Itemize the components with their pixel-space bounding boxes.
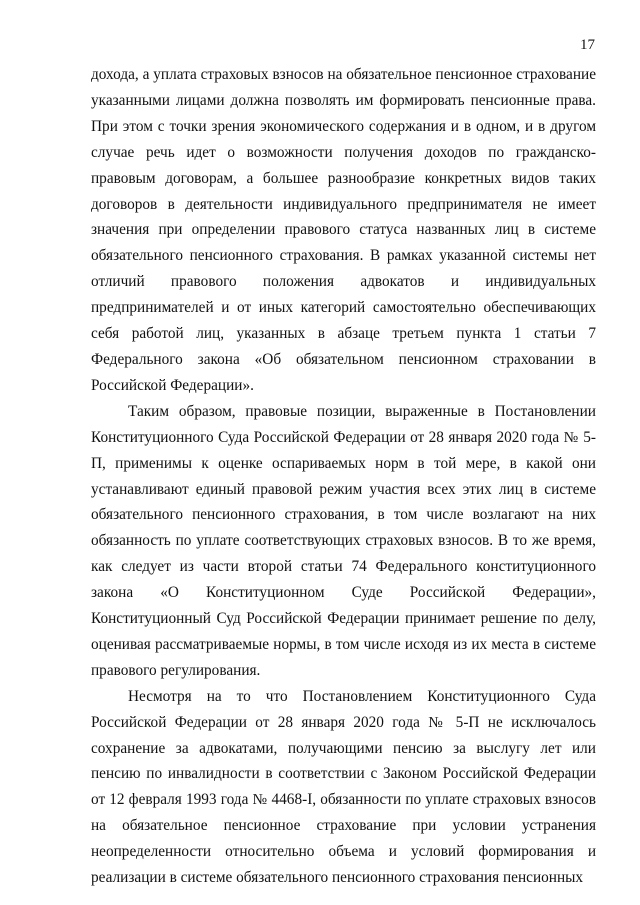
paragraph-legal-positions: Таким образом, правовые позиции, выраженные в Постановлении Конституционного Суда Российской Федерации от 28 января 2020 года № 5-П, применимы к оценке оспариваемых норм в той мере, в какой они устанавливают единый правовой режим участия всех этих лиц в системе обязательного пенсионного страхования, в том числе возлагают на них обязанность по уплате соответствующих страховых взносов. В то же время, как следует из части второй статьи 74 Федерального конституционного закона «О Конституционном Суде Российской Федерации», Конституционный Суд Российской Федерации принимает решение по делу, оценивая рассматриваемые нормы, в том числе исходя из их места в системе правового регулирования. [91,402,596,679]
document-body [91,62,596,891]
paragraph-despite: Несмотря на то что Постановлением Конституционного Суда Российской Федерации от 28 января 2020 года № 5-П не исключалось сохранение за адвокатами, получающими пенсию за выслугу лет или пенсию по инвалидности в соответствии с Законом Российской Федерации от 12 февраля 1993 года № 4468-I, обязанности по уплате страховых взносов на обязательное пенсионное страхование при условии устранения неопределенности относительно объема и условий формирования и реализации в системе обязательного пенсионного страхования пенсионных [91,687,596,887]
paragraph-continuation: дохода, а уплата страховых взносов на обязательное пенсионное страхование указанными лицами должна позволять им формировать пенсионные права. При этом с точки зрения экономического содержания и в одном, и в другом случае речь идет о возможности получения доходов по гражданско-правовым договорам, а большее разнообразие конкретных видов таких договоров в деятельности индивидуального предпринимателя не имеет значения при определении правового статуса названных лиц в системе обязательного пенсионного страхования. В рамках указанной системы нет отличий правового положения адвокатов и индивидуальных предпринимателей и от иных категорий самостоятельно обеспечивающих себя работой лиц, указанных в абзаце третьем пункта 1 статьи 7 Федерального закона «Об обязательном пенсионном страховании в Российской Федерации». [91,66,596,394]
page-number: 17 [580,37,595,53]
